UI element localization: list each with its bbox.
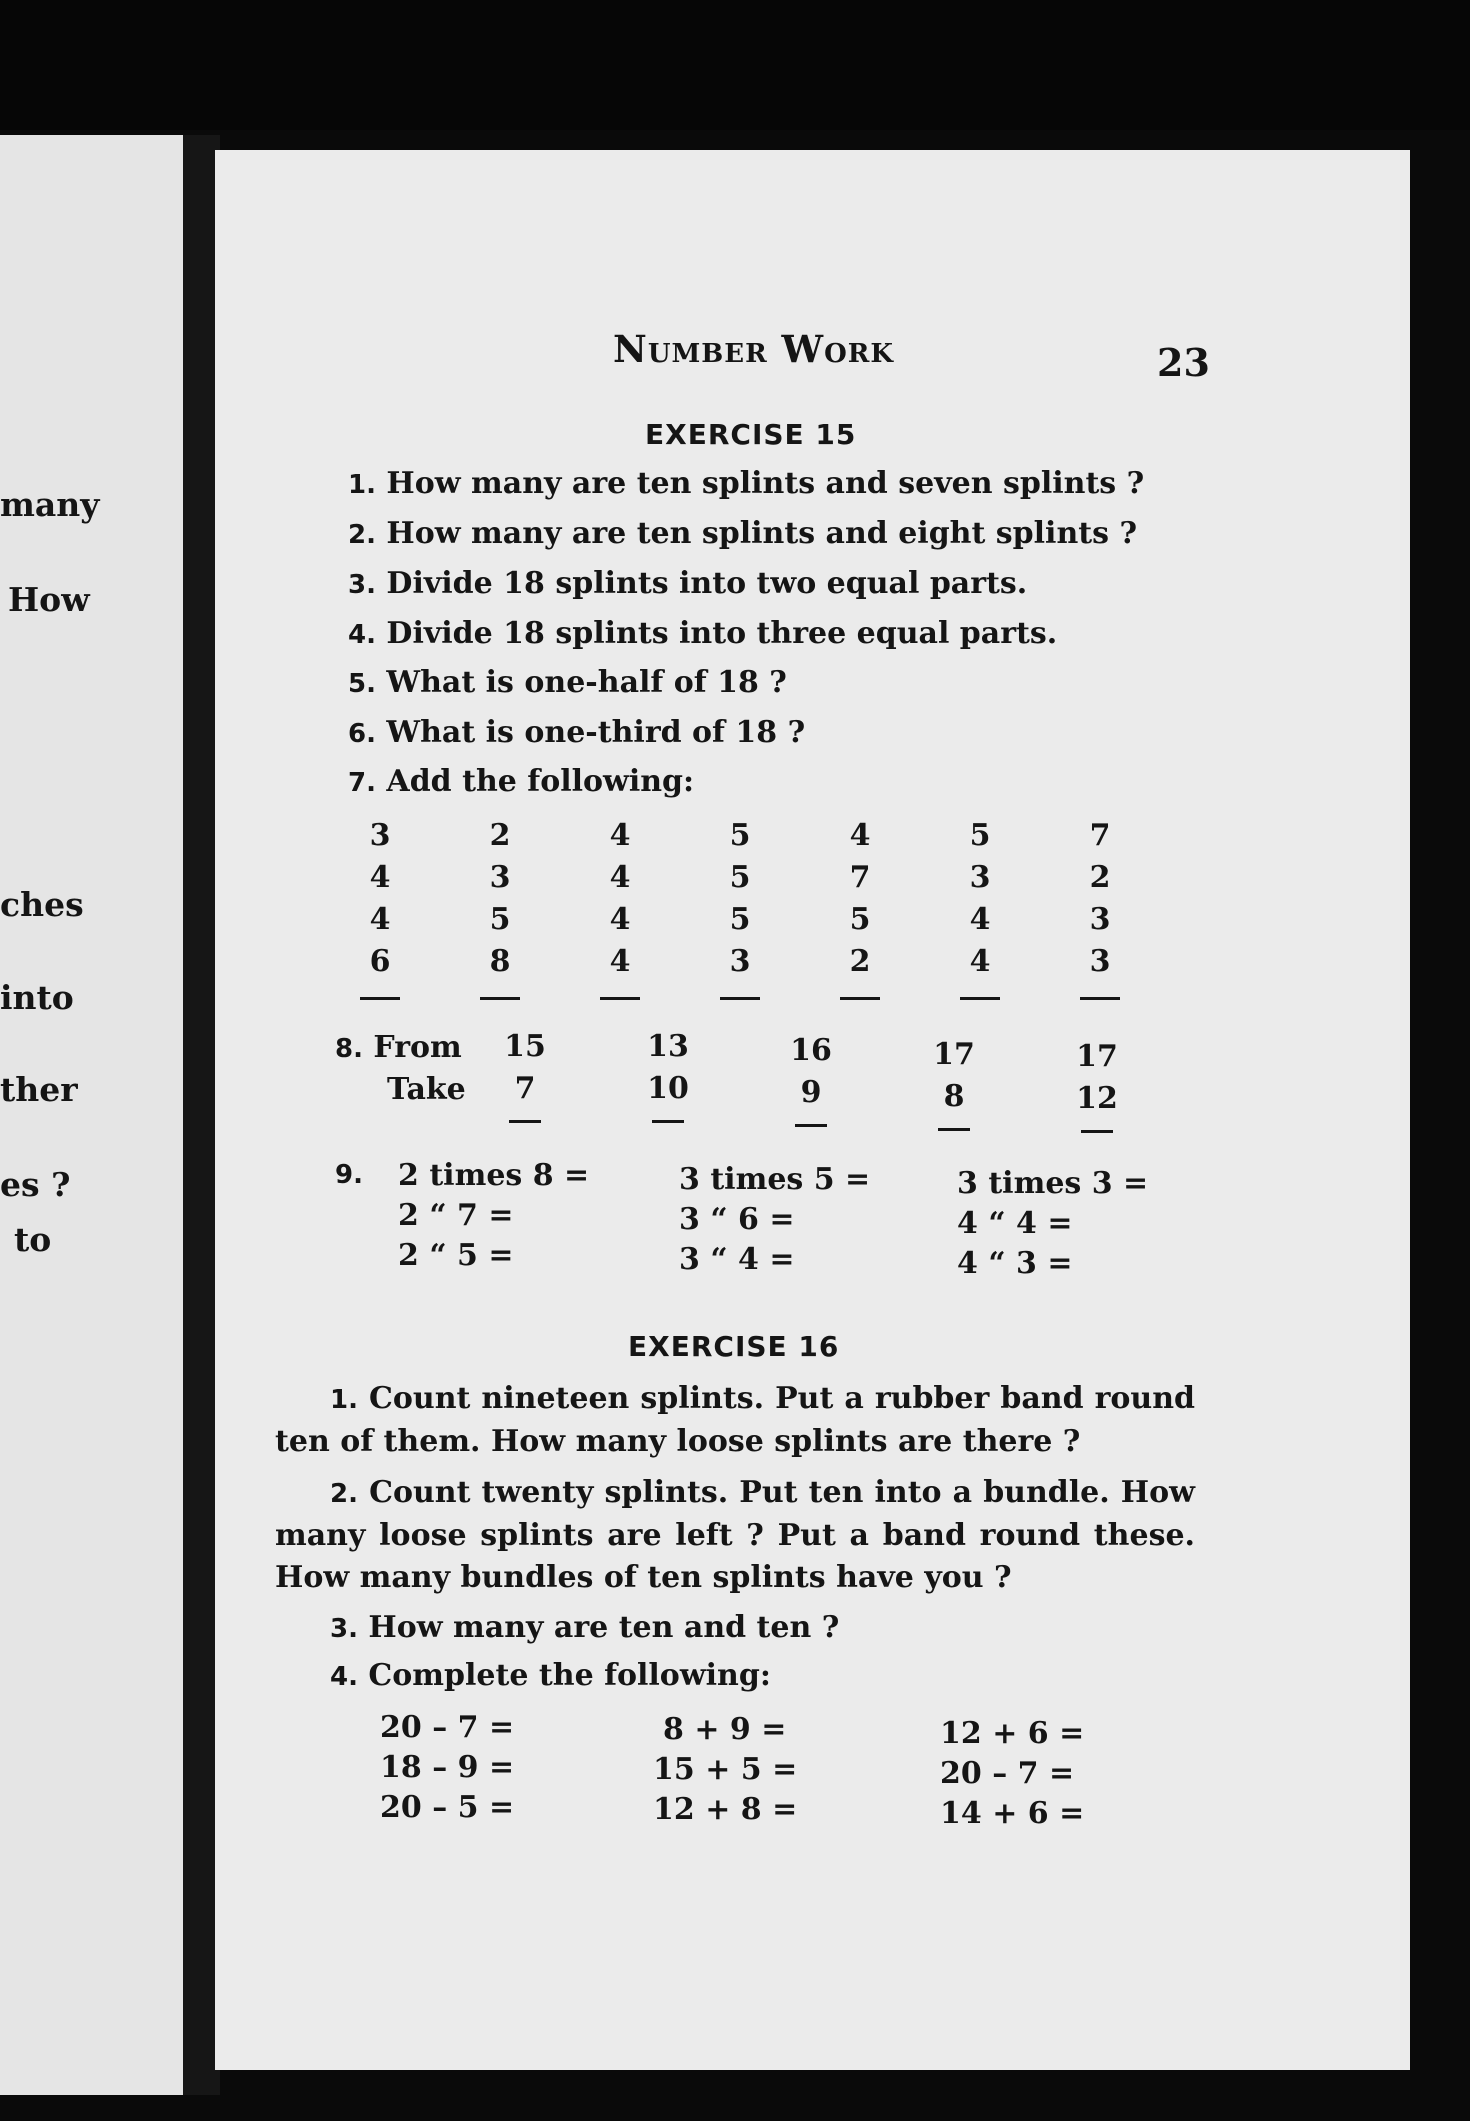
left-fragment-text: ther [0,1070,78,1109]
addition-column [360,815,400,1000]
subtraction-label [335,1030,462,1065]
question-item [348,764,694,799]
question-text: How many are ten and ten ? [368,1610,840,1645]
addend: 5 [729,818,751,853]
from-label: From [373,1030,462,1065]
question-number: 3. [330,1614,358,1644]
addend: 4 [609,944,631,979]
addend: 3 [969,860,991,895]
equation: 15 + 5 = [653,1752,798,1787]
addend: 2 [1089,860,1111,895]
left-page-fragment [0,135,183,2095]
addend: 5 [489,902,511,937]
times-fact: 4 “ 4 = [957,1206,1073,1241]
sum-rule [840,997,880,1000]
question-text: How many are ten splints and eight splints ? [386,516,1138,551]
subtraction-pair [638,1026,698,1123]
difference-rule [938,1128,970,1131]
times-fact: 2 times 8 = [398,1158,590,1193]
question-item [348,566,1027,601]
sum-rule [1080,997,1120,1000]
subtrahend: 7 [514,1071,536,1106]
subtraction-pair [1067,1036,1127,1133]
addend: 4 [369,860,391,895]
question-number: 1. [330,1385,358,1415]
addition-column [840,815,880,1000]
minuend: 13 [647,1029,689,1064]
addend: 3 [489,860,511,895]
addend: 3 [1089,902,1111,937]
page-number: 23 [1157,340,1210,385]
question-number: 8. [335,1034,363,1064]
question-number: 5. [348,669,376,699]
addend: 8 [489,944,511,979]
left-fragment-text: to [14,1220,52,1259]
addend: 4 [609,902,631,937]
addend: 4 [609,818,631,853]
equation: 12 + 8 = [653,1792,798,1827]
equation: 12 + 6 = [940,1716,1085,1751]
addend: 3 [369,818,391,853]
sum-rule [720,997,760,1000]
equation: 14 + 6 = [940,1796,1085,1831]
subtrahend: 10 [647,1071,689,1106]
addition-column [480,815,520,1000]
question-text: Divide 18 splints into three equal parts. [386,616,1058,651]
addend: 7 [849,860,871,895]
minuend: 15 [504,1029,546,1064]
left-fragment-text: es ? [0,1165,71,1204]
question-number: 1. [348,470,376,500]
addend: 4 [969,944,991,979]
times-fact: 2 “ 7 = [398,1198,514,1233]
times-fact: 3 times 3 = [957,1166,1149,1201]
sum-rule [960,997,1000,1000]
equation: 8 + 9 = [663,1712,787,1747]
difference-rule [509,1120,541,1123]
subtrahend: 9 [800,1075,822,1110]
equation: 20 – 7 = [940,1756,1075,1791]
left-fragment-text: into [0,978,74,1017]
question-item [348,715,805,750]
question-item [348,665,787,700]
question-number: 6. [348,719,376,749]
exercise-15-heading: EXERCISE 15 [645,418,857,451]
subtraction-pair [924,1034,984,1131]
addend: 3 [729,944,751,979]
sum-rule [360,997,400,1000]
left-fragment-text: ches [0,885,84,924]
question-item [330,1610,839,1645]
left-fragment-text: How [8,580,90,619]
addend: 4 [369,902,391,937]
subtrahend: 12 [1076,1081,1118,1116]
question-text: Add the following: [386,764,695,799]
addend: 5 [849,902,871,937]
subtrahend: 8 [943,1079,965,1114]
take-label: Take [387,1072,466,1107]
question-text: What is one-third of 18 ? [386,715,806,750]
paragraph-item [275,1378,1195,1463]
subtraction-pair [495,1026,555,1123]
times-fact: 3 “ 6 = [679,1202,795,1237]
question-text: What is one-half of 18 ? [386,665,787,700]
question-item [348,516,1137,551]
addition-column [600,815,640,1000]
addend: 2 [849,944,871,979]
addition-column [720,815,760,1000]
equation: 18 – 9 = [380,1750,515,1785]
question-text: Divide 18 splints into two equal parts. [386,566,1028,601]
addend: 6 [369,944,391,979]
running-header-title: Number Work [613,327,894,371]
question-number: 4. [348,620,376,650]
addend: 5 [969,818,991,853]
addition-column [1080,815,1120,1000]
scan-background-top [0,0,1470,130]
question-number: 3. [348,570,376,600]
addend: 4 [849,818,871,853]
sum-rule [600,997,640,1000]
sum-rule [480,997,520,1000]
difference-rule [1081,1130,1113,1133]
addend: 4 [609,860,631,895]
addend: 3 [1089,944,1111,979]
question-number: 2. [348,520,376,550]
difference-rule [652,1120,684,1123]
question-number: 7. [348,768,376,798]
question-text: Complete the following: [368,1658,771,1693]
minuend: 17 [933,1037,975,1072]
minuend: 17 [1076,1039,1118,1074]
minuend: 16 [790,1033,832,1068]
addition-column [960,815,1000,1000]
question-item [330,1658,771,1693]
addend: 5 [729,860,751,895]
paragraph-text: Count twenty splints. Put ten into a bundle. How many loose splints are left ? Put a band round these. How many bundles of ten splints have you ? [275,1475,1195,1595]
question-item [348,616,1057,651]
addend: 7 [1089,818,1111,853]
equation: 20 – 7 = [380,1710,515,1745]
times-fact: 3 times 5 = [679,1162,871,1197]
times-fact: 3 “ 4 = [679,1242,795,1277]
difference-rule [795,1124,827,1127]
paragraph-item [275,1472,1195,1599]
question-number: 9. [335,1160,363,1190]
question-number: 2. [330,1479,358,1509]
times-fact: 2 “ 5 = [398,1238,514,1273]
addend: 2 [489,818,511,853]
question-text: How many are ten splints and seven splints ? [386,466,1145,501]
addend: 5 [729,902,751,937]
addend: 4 [969,902,991,937]
question-number: 4. [330,1662,358,1692]
paragraph-text: Count nineteen splints. Put a rubber band round ten of them. How many loose splints are there ? [275,1381,1195,1459]
book-page [215,150,1410,2070]
times-fact: 4 “ 3 = [957,1246,1073,1281]
question-item [348,466,1144,501]
exercise-16-heading: EXERCISE 16 [628,1330,840,1363]
subtraction-pair [781,1030,841,1127]
left-fragment-text: many [0,485,100,524]
equation: 20 – 5 = [380,1790,515,1825]
